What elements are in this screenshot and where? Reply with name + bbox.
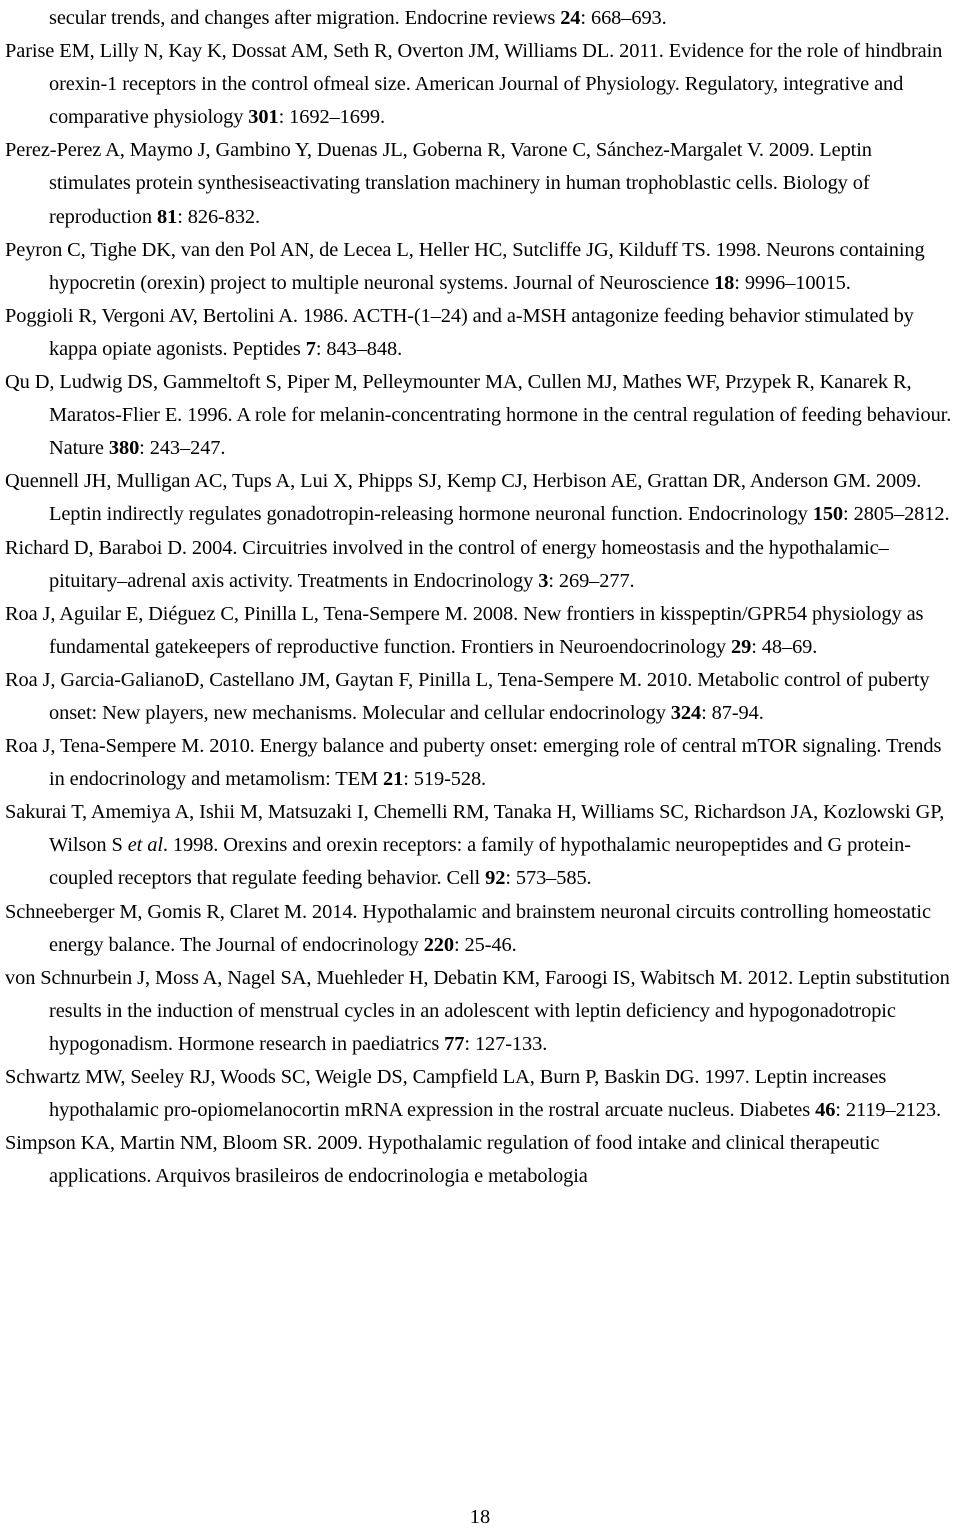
reference-text: : 25-46. [453,933,517,956]
reference-entry [5,35,955,134]
italic-text: et al [127,834,163,857]
reference-text: Quennell JH, Mulligan AC, Tups A, Lui X, Phipps SJ, Kemp CJ, Herbison AE, Grattan DR, Anderson GM. 2009. Leptin indirectly regulates gonadotropin-releasing hormone neuronal function. Endocrinology [5,470,922,526]
reference-entry [5,962,955,1061]
reference-text: Parise EM, Lilly N, Kay K, Dossat AM, Seth R, Overton JM, Williams DL. 2011. Evidence for the role of hindbrain orexin-1 receptors in the control ofmeal size. American Journal of Physiology. Regulatory, integrative and comparative physiology [5,40,943,129]
reference-entry [5,730,955,796]
reference-text: Roa J, Tena-Sempere M. 2010. Energy balance and puberty onset: emerging role of central mTOR signaling. Trends in endocrinology and metamolism: TEM [5,735,942,791]
reference-entry [5,1127,955,1193]
reference-text: Simpson KA, Martin NM, Bloom SR. 2009. Hypothalamic regulation of food intake and clinical therapeutic applications. Arquivos brasileiros de endocrinologia e metabologia [5,1132,880,1188]
reference-text: Roa J, Garcia-GalianoD, Castellano JM, Gaytan F, Pinilla L, Tena-Sempere M. 2010. Metabolic control of puberty onset: New players, new mechanisms. Molecular and cellular endocrinology [5,668,930,724]
volume-number: 7 [305,337,316,360]
reference-text: secular trends, and changes after migration. Endocrine reviews [49,7,561,29]
reference-text: : 127-133. [464,1032,548,1055]
reference-text: . 1998. Orexins and orexin receptors: a family of hypothalamic neuropeptides and G protein-coupled receptors that regulate feeding behavior. Cell [49,834,911,890]
reference-text: : 826-832. [177,205,261,228]
reference-text: : 1692–1699. [278,106,386,129]
reference-entry [5,598,955,664]
volume-number: 18 [714,271,735,294]
reference-text: Qu D, Ludwig DS, Gammeltoft S, Piper M, Pelleymounter MA, Cullen MJ, Mathes WF, Przypek R, Kanarek R, Maratos-Flier E. 1996. A role for melanin-concentrating hormone in the central regulation of feeding behaviour. Nature [5,371,952,460]
reference-text: Schwartz MW, Seeley RJ, Woods SC, Weigle DS, Campfield LA, Burn P, Baskin DG. 1997. Leptin increases hypothalamic pro-opiomelanocortin mRNA expression in the rostral arcuate nucleus. Diabetes [5,1066,887,1122]
reference-text: Perez-Perez A, Maymo J, Gambino Y, Duenas JL, Goberna R, Varone C, Sánchez-Margalet V. 2009. Leptin stimulates protein synthesiseactivating translation machinery in human trophoblastic cells. Biology of reproduction [5,139,872,228]
reference-text: : 843–848. [315,337,403,360]
volume-number: 380 [108,437,140,460]
reference-entry [5,2,955,35]
volume-number: 29 [731,635,752,658]
volume-number: 92 [485,867,506,890]
reference-text: Roa J, Aguilar E, Diéguez C, Pinilla L, Tena-Sempere M. 2008. New frontiers in kisspeptin/GPR54 physiology as fundamental gatekeepers of reproductive function. Frontiers in Neuroendocrinology [5,602,924,658]
volume-number: 24 [560,7,581,29]
reference-text: : 2119–2123. [835,1099,941,1122]
volume-number: 301 [248,106,279,129]
reference-text: : 573–585. [505,867,592,890]
reference-entry [5,532,955,598]
volume-number: 77 [444,1032,465,1055]
reference-entry [5,234,955,300]
reference-text: Sakurai T, Amemiya A, Ishii M, Matsuzaki I, Chemelli RM, Tanaka H, Williams SC, Richardson JA, Kozlowski GP, Wilson S [5,801,945,857]
volume-number: 324 [670,701,702,724]
volume-number: 220 [423,933,454,956]
reference-text: Peyron C, Tighe DK, van den Pol AN, de Lecea L, Heller HC, Sutcliffe JG, Kilduff TS. 1998. Neurons containing hypocretin (orexin) project to multiple neuronal systems. Journal of Neuroscience [5,238,925,294]
reference-text: Schneeberger M, Gomis R, Claret M. 2014. Hypothalamic and brainstem neuronal circuits controlling homeostatic energy balance. The Journal of endocrinology [5,900,931,956]
reference-text: : 87-94. [701,701,764,724]
reference-entry [5,465,955,531]
reference-entry [5,796,955,895]
reference-text: Poggioli R, Vergoni AV, Bertolini A. 1986. ACTH-(1–24) and a-MSH antagonize feeding behavior stimulated by kappa opiate agonists. Peptides [5,304,914,360]
reference-entry [5,1061,955,1127]
volume-number: 81 [156,205,178,228]
reference-entry [5,134,955,233]
reference-entry [5,300,955,366]
page-number: 18 [469,1506,491,1528]
reference-entry [5,896,955,962]
reference-entry [5,664,955,730]
volume-number: 21 [383,768,404,791]
reference-text: : 48–69. [751,635,818,658]
reference-text: : 2805–2812. [843,503,950,526]
volume-number: 150 [812,503,844,526]
reference-text: : 519-528. [403,768,487,791]
reference-text: von Schnurbein J, Moss A, Nagel SA, Muehleder H, Debatin KM, Faroogi IS, Wabitsch M. 2012. Leptin substitution results in the induction of menstrual cycles in an adolescent with leptin deficiency and hypogonadotropic hypogonadism. Hormone research in paediatrics [5,966,950,1055]
reference-text: : 9996–10015. [734,271,851,294]
reference-text: Richard D, Baraboi D. 2004. Circuitries involved in the control of energy homeostasis and the hypothalamic–pituitary–adrenal axis activity. Treatments in Endocrinology [5,536,889,592]
reference-text: : 269–277. [548,569,635,592]
volume-number: 46 [815,1099,836,1122]
volume-number: 3 [538,569,549,592]
reference-list [5,2,955,1193]
reference-text: : 668–693. [580,7,667,29]
reference-entry [5,366,955,465]
reference-text: : 243–247. [139,437,226,460]
